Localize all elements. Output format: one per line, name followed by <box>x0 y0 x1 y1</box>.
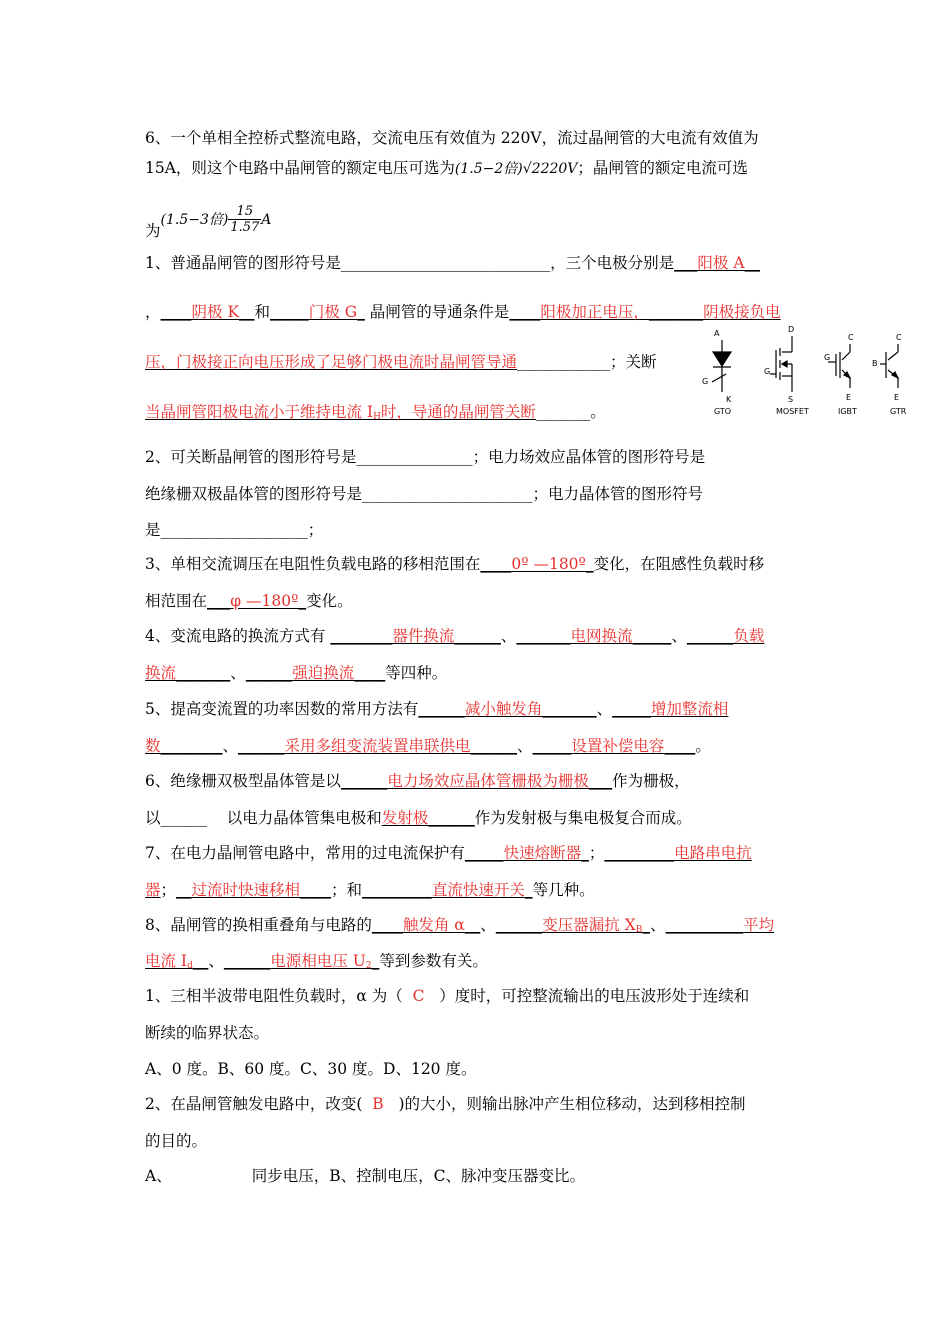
q6a-line2 <box>145 157 825 180</box>
mc2-options-text: 同步电压，B、控制电压，C、脉冲变压器变比。 <box>251 1167 585 1185</box>
q1-text: 晶闸管的导通条件是 <box>369 303 510 321</box>
q6a-text: ；晶闸管的额定电流可选 <box>577 159 748 177</box>
gtr-symbol <box>872 333 907 416</box>
q2-text: 2、可关断晶闸管的图形符号是 <box>145 448 357 466</box>
q6a-line1 <box>145 127 825 149</box>
q7-text: ； <box>160 881 177 899</box>
q1-blank: ____________ <box>517 353 611 371</box>
q4-answer-load-a: 负载 <box>733 627 765 645</box>
q7-answer-phase-shift: 过流时快速移相 <box>191 881 301 899</box>
q2-line2 <box>145 483 825 505</box>
q6a-fraction: $\frac{15}{1.57}$ <box>230 204 260 235</box>
q2-text: 绝缘栅双极晶体管的图形符号是 <box>145 485 363 503</box>
q7-line1: 7、在电力晶闸管电路中，常用的过电流保护有_____快速熔断器_；_________电路串电抗 <box>145 844 752 862</box>
q7-answer-fuse: 快速熔断器 <box>503 844 582 862</box>
svg-text:G: G <box>764 367 771 376</box>
q6a-text: 15A，则这个电路中晶闸管的额定电压可选为 <box>145 159 455 177</box>
mc2-line1 <box>145 1093 825 1115</box>
q8-text: 等到参数有关。 <box>379 952 488 970</box>
svg-text:S: S <box>788 395 794 404</box>
q8-answer-angle: 触发角 α <box>402 916 465 934</box>
q6a-line3 <box>145 204 825 240</box>
q4-line2: 换流_______、______强迫换流____等四种。 <box>145 664 448 682</box>
q8-text: 、 <box>650 916 666 934</box>
q4-answer-forced: 强迫换流 <box>292 664 355 682</box>
mosfet-symbol <box>764 325 809 416</box>
q4-text: 、 <box>671 627 687 645</box>
q6a-formula-voltage: (1.5−2倍)√2220V <box>454 161 578 177</box>
q7-text: ； <box>588 844 605 862</box>
q1-answer-condition-a: 阳极加正电压， <box>540 303 649 321</box>
svg-text:IGBT: IGBT <box>838 407 857 416</box>
q1-line1: 1、普通晶闸管的图形符号是___________________________，三个电极分别是___阳极 A__ <box>145 254 761 272</box>
mc1-options-text: A、0 度。B、60 度。C、30 度。D、120 度。 <box>145 1060 477 1078</box>
q7-answer-switch: 直流快速开关 <box>431 881 525 899</box>
svg-text:GTO: GTO <box>714 407 732 416</box>
mc2-options <box>145 1165 825 1187</box>
mc1-answer: C <box>412 987 425 1005</box>
q3-text: 相范围在 <box>145 592 208 610</box>
q1-answer-gate: 门极 G <box>308 303 358 321</box>
q8-text: 8、晶闸管的换相重叠角与电路的 <box>145 916 372 934</box>
igbt-symbol <box>824 333 857 416</box>
q3-answer-resistive: 0º —180º <box>511 555 586 573</box>
q2-text: ；电力场效应晶体管的图形符号是 <box>472 448 706 466</box>
q2-text: 是 <box>145 521 161 539</box>
device-symbols-diagram <box>700 322 920 422</box>
q8-answer-current-a: 平均 <box>743 916 775 934</box>
mc1-text: ）度时，可控整流输出的电压波形处于连续和 <box>439 987 750 1005</box>
svg-text:E: E <box>846 393 852 402</box>
q1-blank: _______ <box>535 403 591 421</box>
mc2-text: )的大小，则输出脉冲产生相位移动，达到移相控制 <box>398 1095 746 1113</box>
q1-text: ， <box>145 303 161 321</box>
q1-blank: ___________________________ <box>340 254 551 272</box>
mc2-line2 <box>145 1130 825 1152</box>
q4-line1: 4、变流电路的换流方式有 ________器件换流______、_______电网换流_____、______负载 <box>145 627 765 645</box>
q5-answer-phases-a: 增加整流相 <box>650 700 729 718</box>
q1-text: ；关断 <box>610 353 657 371</box>
q4-answer-grid: 电网换流 <box>570 627 633 645</box>
mc2-answer: B <box>372 1095 384 1113</box>
q4-text: 等四种。 <box>385 664 448 682</box>
q5-text: 、 <box>222 737 239 755</box>
q8-line2: 电流 $I_d\_\_$、______电源相电压 $U_2\_$等到参数有关。 <box>145 952 488 971</box>
q6b-text: 作为栅极， <box>612 772 690 790</box>
mc1-line1 <box>145 985 825 1007</box>
mc1-text: 1、三相半波带电阻性负载时，α 为（ <box>145 987 403 1005</box>
q1-answer-condition-c: 压，门极接正向电压形成了足够门极电流时晶闸管导通 <box>145 353 518 371</box>
q1-line2: ，____阴极 K__和_____门极 G_ 晶闸管的导通条件是____阳极加正电压，_______阴极接负电 <box>145 303 781 321</box>
q2-blank: _______________ <box>356 448 473 466</box>
q7-text: 7、在电力晶闸管电路中，常用的过电流保护有 <box>145 844 465 862</box>
q1-text: 。 <box>590 403 606 421</box>
q8-answer-current-b: 电流 $I_d$ <box>145 952 193 971</box>
q4-text: 、 <box>500 627 517 645</box>
q1-answer-condition-b: 阴极接负电 <box>703 303 781 321</box>
q3-answer-inductive: φ —180º <box>230 592 299 610</box>
q2-line1 <box>145 446 825 468</box>
q6a-text: 为 <box>145 221 161 240</box>
q3-text: 变化。 <box>306 592 353 610</box>
q7-text: 等几种。 <box>532 881 595 899</box>
q8-text: 、 <box>208 952 224 970</box>
svg-text:MOSFET: MOSFET <box>776 407 809 416</box>
svg-text:B: B <box>872 359 878 368</box>
q8-answer-reactance: 变压器漏抗 $X_B$ <box>542 916 643 935</box>
q2-blank: ___________________ <box>160 521 308 539</box>
q2-text: ； <box>307 521 324 539</box>
q2-line3 <box>145 519 825 541</box>
mc1-line2 <box>145 1022 825 1044</box>
mc1-text: 断续的临界状态。 <box>145 1024 270 1042</box>
q6b-text: 6、绝缘栅双极型晶体管是以 <box>145 772 341 790</box>
q6b-blank: ______ <box>160 809 208 827</box>
q8-answer-voltage: 电源相电压 $U_2$ <box>270 952 372 971</box>
q7-answer-reactor-b: 器 <box>145 881 161 899</box>
mc2-text: 的目的。 <box>145 1132 208 1150</box>
mc2-option-a: A、 <box>145 1167 172 1185</box>
q6b-answer-emitter: 发射极 <box>381 809 429 827</box>
gto-symbol <box>702 329 732 416</box>
q5-text: 、 <box>596 700 613 718</box>
svg-text:C: C <box>848 333 854 342</box>
q3-text: 变化，在阻感性负载时移 <box>593 555 765 573</box>
svg-text:D: D <box>788 325 795 334</box>
q5-line1: 5、提高变流置的功率因数的常用方法有______减小触发角_______、_____增加整流相 <box>145 700 729 718</box>
q5-text: 5、提高变流置的功率因数的常用方法有 <box>145 700 419 718</box>
q3-line1: 3、单相交流调压在电阻性负载电路的移相范围在____0º —180º_变化，在阻感性负载时移 <box>145 555 765 573</box>
svg-text:GTR: GTR <box>890 407 907 416</box>
q6b-text: 以 <box>145 809 161 827</box>
q1-answer-cathode: 阴极 K <box>191 303 240 321</box>
q2-text: ；电力晶体管的图形符号 <box>532 485 704 503</box>
q1-answer-turnoff: 当晶闸管阳极电流小于维持电流 $I_H$时，导通的晶闸管关断 <box>145 403 536 422</box>
q7-line2: 器；__过流时快速移相____；和_________直流快速开关_等几种。 <box>145 881 595 899</box>
q1-text: 1、普通晶闸管的图形符号是 <box>145 254 341 272</box>
q6b-line1: 6、绝缘栅双极型晶体管是以______电力场效应晶体管栅极为栅极___作为栅极， <box>145 772 690 790</box>
q8-text: 、 <box>480 916 496 934</box>
q7-answer-reactor-a: 电路串电抗 <box>674 844 752 862</box>
q1-answer-anode: 阳极 A <box>697 254 745 272</box>
q5-answer-series: 采用多组变流装置串联供电 <box>284 737 471 755</box>
q5-line2: 数________、______采用多组变流装置串联供电______、_____设置补偿电容____。 <box>145 737 711 755</box>
svg-text:E: E <box>894 393 900 402</box>
q5-text: 。 <box>695 737 711 755</box>
svg-text:C: C <box>896 333 902 342</box>
q4-text: 4、变流电路的换流方式有 <box>145 627 326 645</box>
q5-answer-capacitor: 设置补偿电容 <box>571 737 665 755</box>
svg-text:G: G <box>824 353 831 362</box>
q6b-line2: 以______ 以电力晶体管集电极和发射极______作为发射极与集电极复合而成。 <box>145 809 692 827</box>
q4-text: 、 <box>230 664 246 682</box>
q5-answer-phases-b: 数 <box>145 737 161 755</box>
q6b-text: 作为发射极与集电极复合而成。 <box>474 809 692 827</box>
svg-text:A: A <box>714 329 720 338</box>
svg-text:K: K <box>726 395 732 404</box>
q1-text: 和 <box>254 303 271 321</box>
q6a-formula-current: (1.5−3倍) $\frac{15}{1.57}$ A <box>160 204 272 235</box>
q8-line1: 8、晶闸管的换相重叠角与电路的____触发角 α__、______变压器漏抗 $X_B\_$、__________平均 <box>145 916 775 935</box>
svg-text:G: G <box>702 377 709 386</box>
q4-answer-load-b: 换流 <box>145 664 177 682</box>
q5-answer-angle: 减小触发角 <box>464 700 543 718</box>
mc2-text: 2、在晶闸管触发电路中，改变( <box>145 1095 363 1113</box>
q3-text: 3、单相交流调压在电阻性负载电路的移相范围在 <box>145 555 481 573</box>
q3-line2: 相范围在___φ —180º_变化。 <box>145 592 353 610</box>
q6b-text: 以电力晶体管集电极和 <box>226 809 382 827</box>
q1-text: ，三个电极分别是 <box>550 254 675 272</box>
q4-answer-device: 器件换流 <box>392 627 455 645</box>
q2-blank: ______________________ <box>362 485 533 503</box>
q5-text: 、 <box>517 737 533 755</box>
q6a-text: 6、一个单相全控桥式整流电路，交流电压有效值为 220V，流过晶闸管的大电流有效值为 <box>145 129 759 147</box>
q6b-answer-gate: 电力场效应晶体管栅极为栅极 <box>387 772 589 790</box>
q7-text: ；和 <box>331 881 363 899</box>
mc1-options <box>145 1058 825 1080</box>
